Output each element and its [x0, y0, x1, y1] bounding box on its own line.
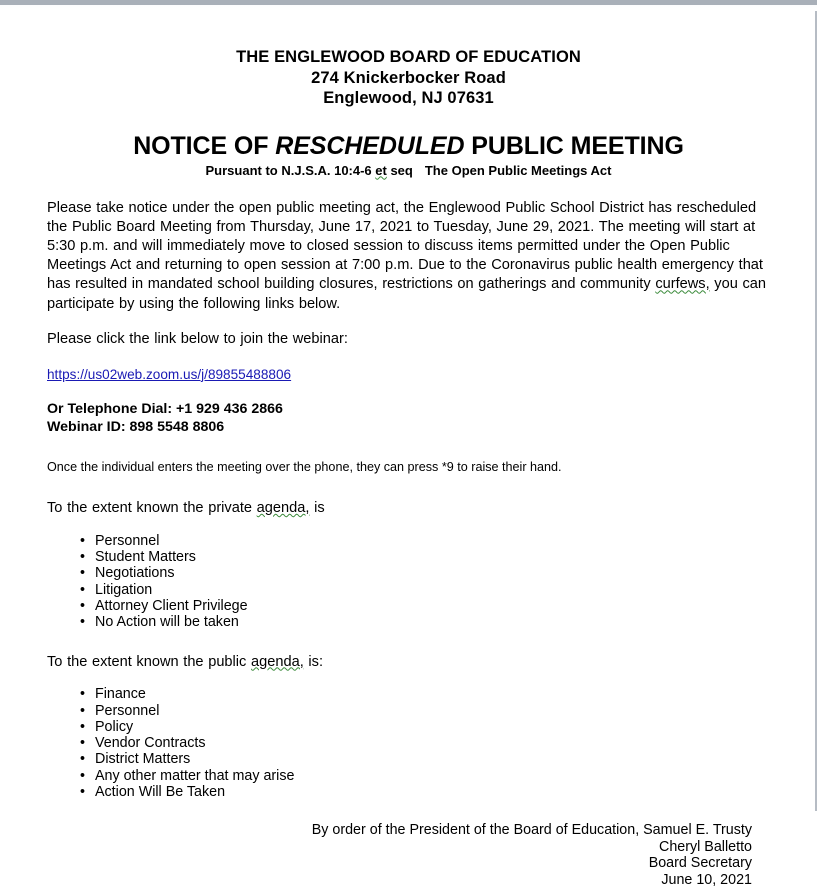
list-item	[47, 751, 770, 767]
list-item-label: Any other matter that may arise	[95, 768, 294, 784]
list-item-label: Policy	[95, 719, 133, 735]
public-agenda-intro	[47, 653, 770, 672]
public-agenda-list	[47, 686, 770, 800]
webinar-link-line	[47, 366, 770, 384]
title-part-italic: RESCHEDULED	[275, 132, 464, 160]
list-item-label: Action Will Be Taken	[95, 784, 225, 800]
bullet-icon: •	[80, 598, 85, 614]
telephone-details	[47, 400, 770, 437]
private-agenda-list	[47, 533, 770, 631]
bullet-icon: •	[80, 549, 85, 565]
bullet-icon: •	[80, 582, 85, 598]
bullet-icon: •	[80, 784, 85, 800]
list-item-label: Litigation	[95, 582, 152, 598]
list-item	[47, 582, 770, 598]
private-agenda-intro-b: is	[309, 500, 324, 516]
public-agenda-intro-b: is:	[304, 654, 323, 670]
signature-secretary-name: Cheryl Balletto	[47, 839, 752, 855]
page-subtitle	[0, 163, 817, 179]
subtitle-statute-suffix: seq	[387, 163, 413, 178]
page-title	[0, 132, 817, 161]
signature-secretary-title: Board Secretary	[47, 855, 752, 871]
subtitle-flagged-word: et	[375, 163, 387, 178]
list-item-label: Personnel	[95, 703, 159, 719]
list-item	[47, 703, 770, 719]
letterhead	[0, 0, 817, 109]
signature-president-line: By order of the President of the Board of Education, Samuel E. Trusty	[47, 822, 752, 838]
private-agenda-intro-a: To the extent known the private	[47, 500, 257, 516]
bullet-icon: •	[80, 703, 85, 719]
notice-paragraph-text-a: Please take notice under the open public meeting act, the Englewood Public School District has rescheduled the Public Board Meeting from Thursday, June 17, 2021 to Tuesday, June 29, 2021. The meeting will start at 5:30 p.m. and will immediately move to closed session to discuss items permitted under the Open Public Meetings Act and returning to open session at 7:00 p.m. Due to the Coronavirus public health emergency that has resulted in mandated school building closures, restrictions on gatherings and community	[47, 200, 763, 293]
list-item	[47, 784, 770, 800]
list-item-label: Finance	[95, 686, 146, 702]
raise-hand-note: Once the individual enters the meeting over the phone, they can press *9 to raise their hand.	[47, 459, 770, 476]
list-item	[47, 719, 770, 735]
join-webinar-instruction: Please click the link below to join the webinar:	[47, 330, 770, 349]
list-item-label: Negotiations	[95, 565, 174, 581]
bullet-icon: •	[80, 533, 85, 549]
letterhead-city-state-zip: Englewood, NJ 07631	[0, 88, 817, 109]
list-item-label: Attorney Client Privilege	[95, 598, 248, 614]
list-item-label: District Matters	[95, 751, 190, 767]
signature-date: June 10, 2021	[47, 872, 752, 888]
bullet-icon: •	[80, 614, 85, 630]
bullet-icon: •	[80, 565, 85, 581]
list-item-label: Vendor Contracts	[95, 735, 205, 751]
list-item	[47, 735, 770, 751]
subtitle-act-name: The Open Public Meetings Act	[425, 163, 612, 178]
notice-paragraph	[47, 199, 770, 314]
webinar-link[interactable]: https://us02web.zoom.us/j/89855488806	[47, 367, 291, 382]
title-part-before: NOTICE OF	[133, 132, 275, 160]
list-item	[47, 686, 770, 702]
bullet-icon: •	[80, 719, 85, 735]
title-part-after: PUBLIC MEETING	[464, 132, 683, 160]
private-agenda-flagged-word: agenda,	[257, 500, 310, 516]
bullet-icon: •	[80, 735, 85, 751]
subtitle-statute-text: Pursuant to N.J.S.A. 10:4-6	[206, 163, 376, 178]
notice-flagged-word: curfews,	[655, 276, 709, 292]
bullet-icon: •	[80, 751, 85, 767]
public-agenda-flagged-word: agenda,	[251, 654, 304, 670]
list-item	[47, 614, 770, 630]
list-item	[47, 533, 770, 549]
list-item	[47, 598, 770, 614]
telephone-dial-number: Or Telephone Dial: +1 929 436 2866	[47, 400, 770, 419]
signature-block	[47, 822, 770, 888]
notice-paragraph-text-b: you can participate by using the following links below.	[47, 276, 766, 311]
private-agenda-intro	[47, 499, 770, 518]
list-item	[47, 768, 770, 784]
bullet-icon: •	[80, 768, 85, 784]
list-item	[47, 549, 770, 565]
document-body	[47, 199, 770, 888]
public-agenda-intro-a: To the extent known the public	[47, 654, 251, 670]
bullet-icon: •	[80, 686, 85, 702]
list-item-label: No Action will be taken	[95, 614, 239, 630]
list-item	[47, 565, 770, 581]
list-item-label: Student Matters	[95, 549, 196, 565]
webinar-id: Webinar ID: 898 5548 8806	[47, 418, 770, 437]
list-item-label: Personnel	[95, 533, 159, 549]
letterhead-street: 274 Knickerbocker Road	[0, 68, 817, 89]
letterhead-organization: THE ENGLEWOOD BOARD OF EDUCATION	[0, 0, 817, 68]
